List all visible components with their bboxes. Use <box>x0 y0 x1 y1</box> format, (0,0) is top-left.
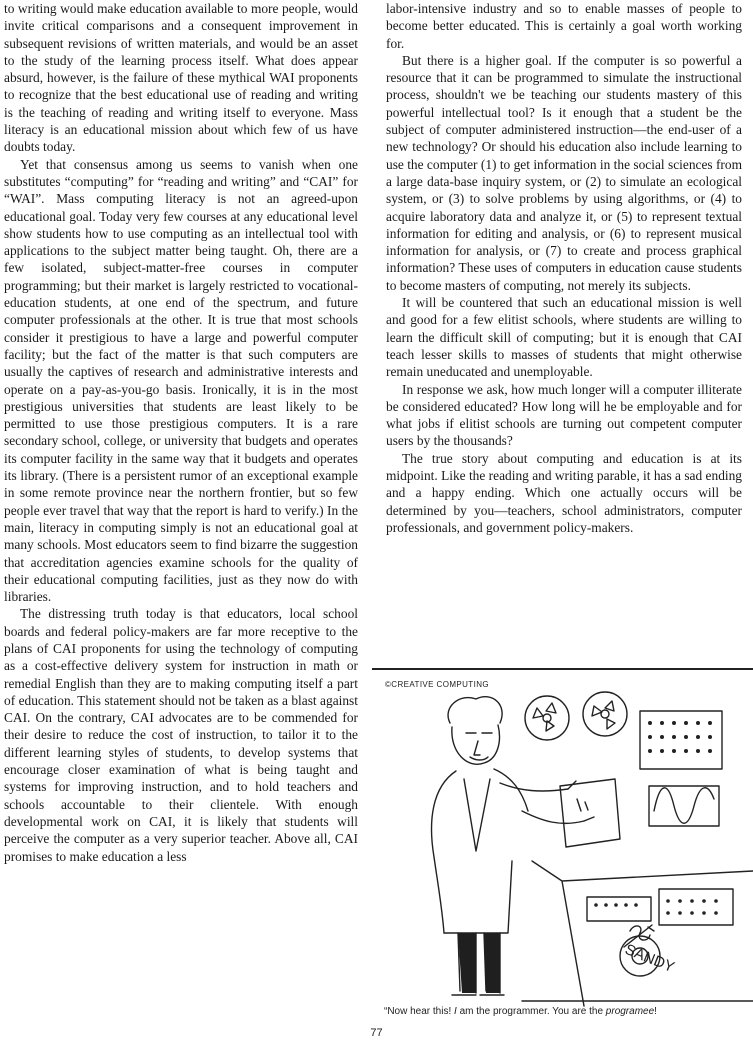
paragraph: It will be countered that such an educational mission is well and good for a few elitist schools, where students are willing to learn the difficult skill of computing; but it is enough that CAI teach lesser skills to masses of students that might otherwise remain uneducated and unemployable. <box>386 295 742 380</box>
caption-text: am the programmer. You are the <box>456 1006 606 1017</box>
caption-text: ! <box>654 1006 657 1017</box>
cartoon-signature: SANDY <box>622 940 677 977</box>
paragraph: labor-intensive industry and so to enable masses of people to become better educated. This is certainly a goal worth working for. <box>386 1 742 51</box>
cartoon-illustration <box>372 671 753 1011</box>
page-number: 77 <box>370 1027 383 1039</box>
paragraph: to writing would make education available to more people, would invite critical comparisons and a consequent improvement in subsequent revisions of written materials, and would be an asset to the study of the learning process itself. What does appear absurd, however, is the failure of these mythical WAI proponents to recognize that the best educational use of reading and writing is the teaching of reading and writing itself to everyone. Mass literacy is an educational mission about which few of us have doubts today. <box>4 1 358 155</box>
paragraph: The distressing truth today is that educators, local school boards and federal policy-makers are far more receptive to the plans of CAI proponents for using the technology of computing as a cost-effective delivery system for instruction in math or remedial English than they are to making computing itself a part of education. This statement should not be taken as a blast against CAI. On the contrary, CAI advocates are to be commended for their desire to reduce the cost of instruction, to tailor it to the different learning styles of students, to develop systems that encourage closer examination of what is being taught and systems for improving instruction, and to hold teachers and schools accountable to their clientele. With enough developmental work on CAI, it is likely that students will perceive the computer as a very superior teacher. Above all, CAI promises to make education a less <box>4 606 358 864</box>
caption-emphasis: programee <box>605 1006 655 1017</box>
cartoon-top-rule <box>372 668 753 670</box>
paragraph: In response we ask, how much longer will a computer illiterate be considered educated? How long will he be employable and for what jobs if elitist schools are turning out competent computer users by the thousands? <box>386 381 742 449</box>
cartoon-caption <box>384 1006 753 1017</box>
cartoon-credit: ©CREATIVE COMPUTING <box>385 680 490 689</box>
left-column <box>4 0 358 865</box>
right-column <box>386 0 742 536</box>
paragraph: Yet that consensus among us seems to vanish when one substitutes “computing” for “reading and writing” and “CAI” for “WAI”. Mass computing literacy is not an agreed-upon educational goal. Today very few courses at any educational level show students how to use computing as an intellectual tool with applications to the subject matter being taught. Oh, there are a few isolated, subject-matter-free courses in computer programming; but their market is largely restricted to vocational-education students, at one end of the spectrum, and future computer professionals at the other. It is true that most schools consider it prestigious to have a large and powerful computer facility; but the fact of the matter is that such computers are usually the captives of research and administrative interests and operate on a pay-as-you-go basis. Ironically, it is in the most prestigious universities that students are least likely to be permitted to use those prestigious computers. It is a rare secondary school, college, or university that budgets and operates its computer facility in the same way that it budgets and operates its library. (There is a persistent rumor of an exceptional example in some remote province near the northern frontier, but so few people ever travel that way that the report is hard to verify.) In the main, literacy in computing simply is not an educational goal at many schools. Most educators seem to find bizarre the suggestion that accreditation agencies examine schools for the quality of their educational computing facilities, just as they now do with libraries. <box>4 156 358 605</box>
caption-text: “Now hear this! <box>384 1006 455 1017</box>
paragraph: The true story about computing and education is at its midpoint. Like the reading and writing parable, it has a sad ending and a happy ending. Which one actually occurs will be determined by you—teachers, school administrators, computer professionals, and government policy-makers. <box>386 450 742 535</box>
paragraph: But there is a higher goal. If the computer is so powerful a resource that it can be programmed to simulate the instructional process, shouldn't we be teaching our students mastery of this powerful intellectual tool? Is it enough that a student be the subject of computer administered instruction—the end-user of a new technology? Or should his education also include learning to use the computer (1) to get information in the social sciences from a large data-base inquiry system, or (2) to simulate an ecological system, or (3) to solve problems by using algorithms, or (4) to acquire laboratory data and analyze it, or (5) to represent textual information for editing and analysis, or (6) to represent musical information for analysis, or (7) to create and process graphical information? These uses of computers in education cause students to become masters of computing, not merely its subjects. <box>386 52 742 293</box>
caption-emphasis: I <box>454 1006 457 1017</box>
